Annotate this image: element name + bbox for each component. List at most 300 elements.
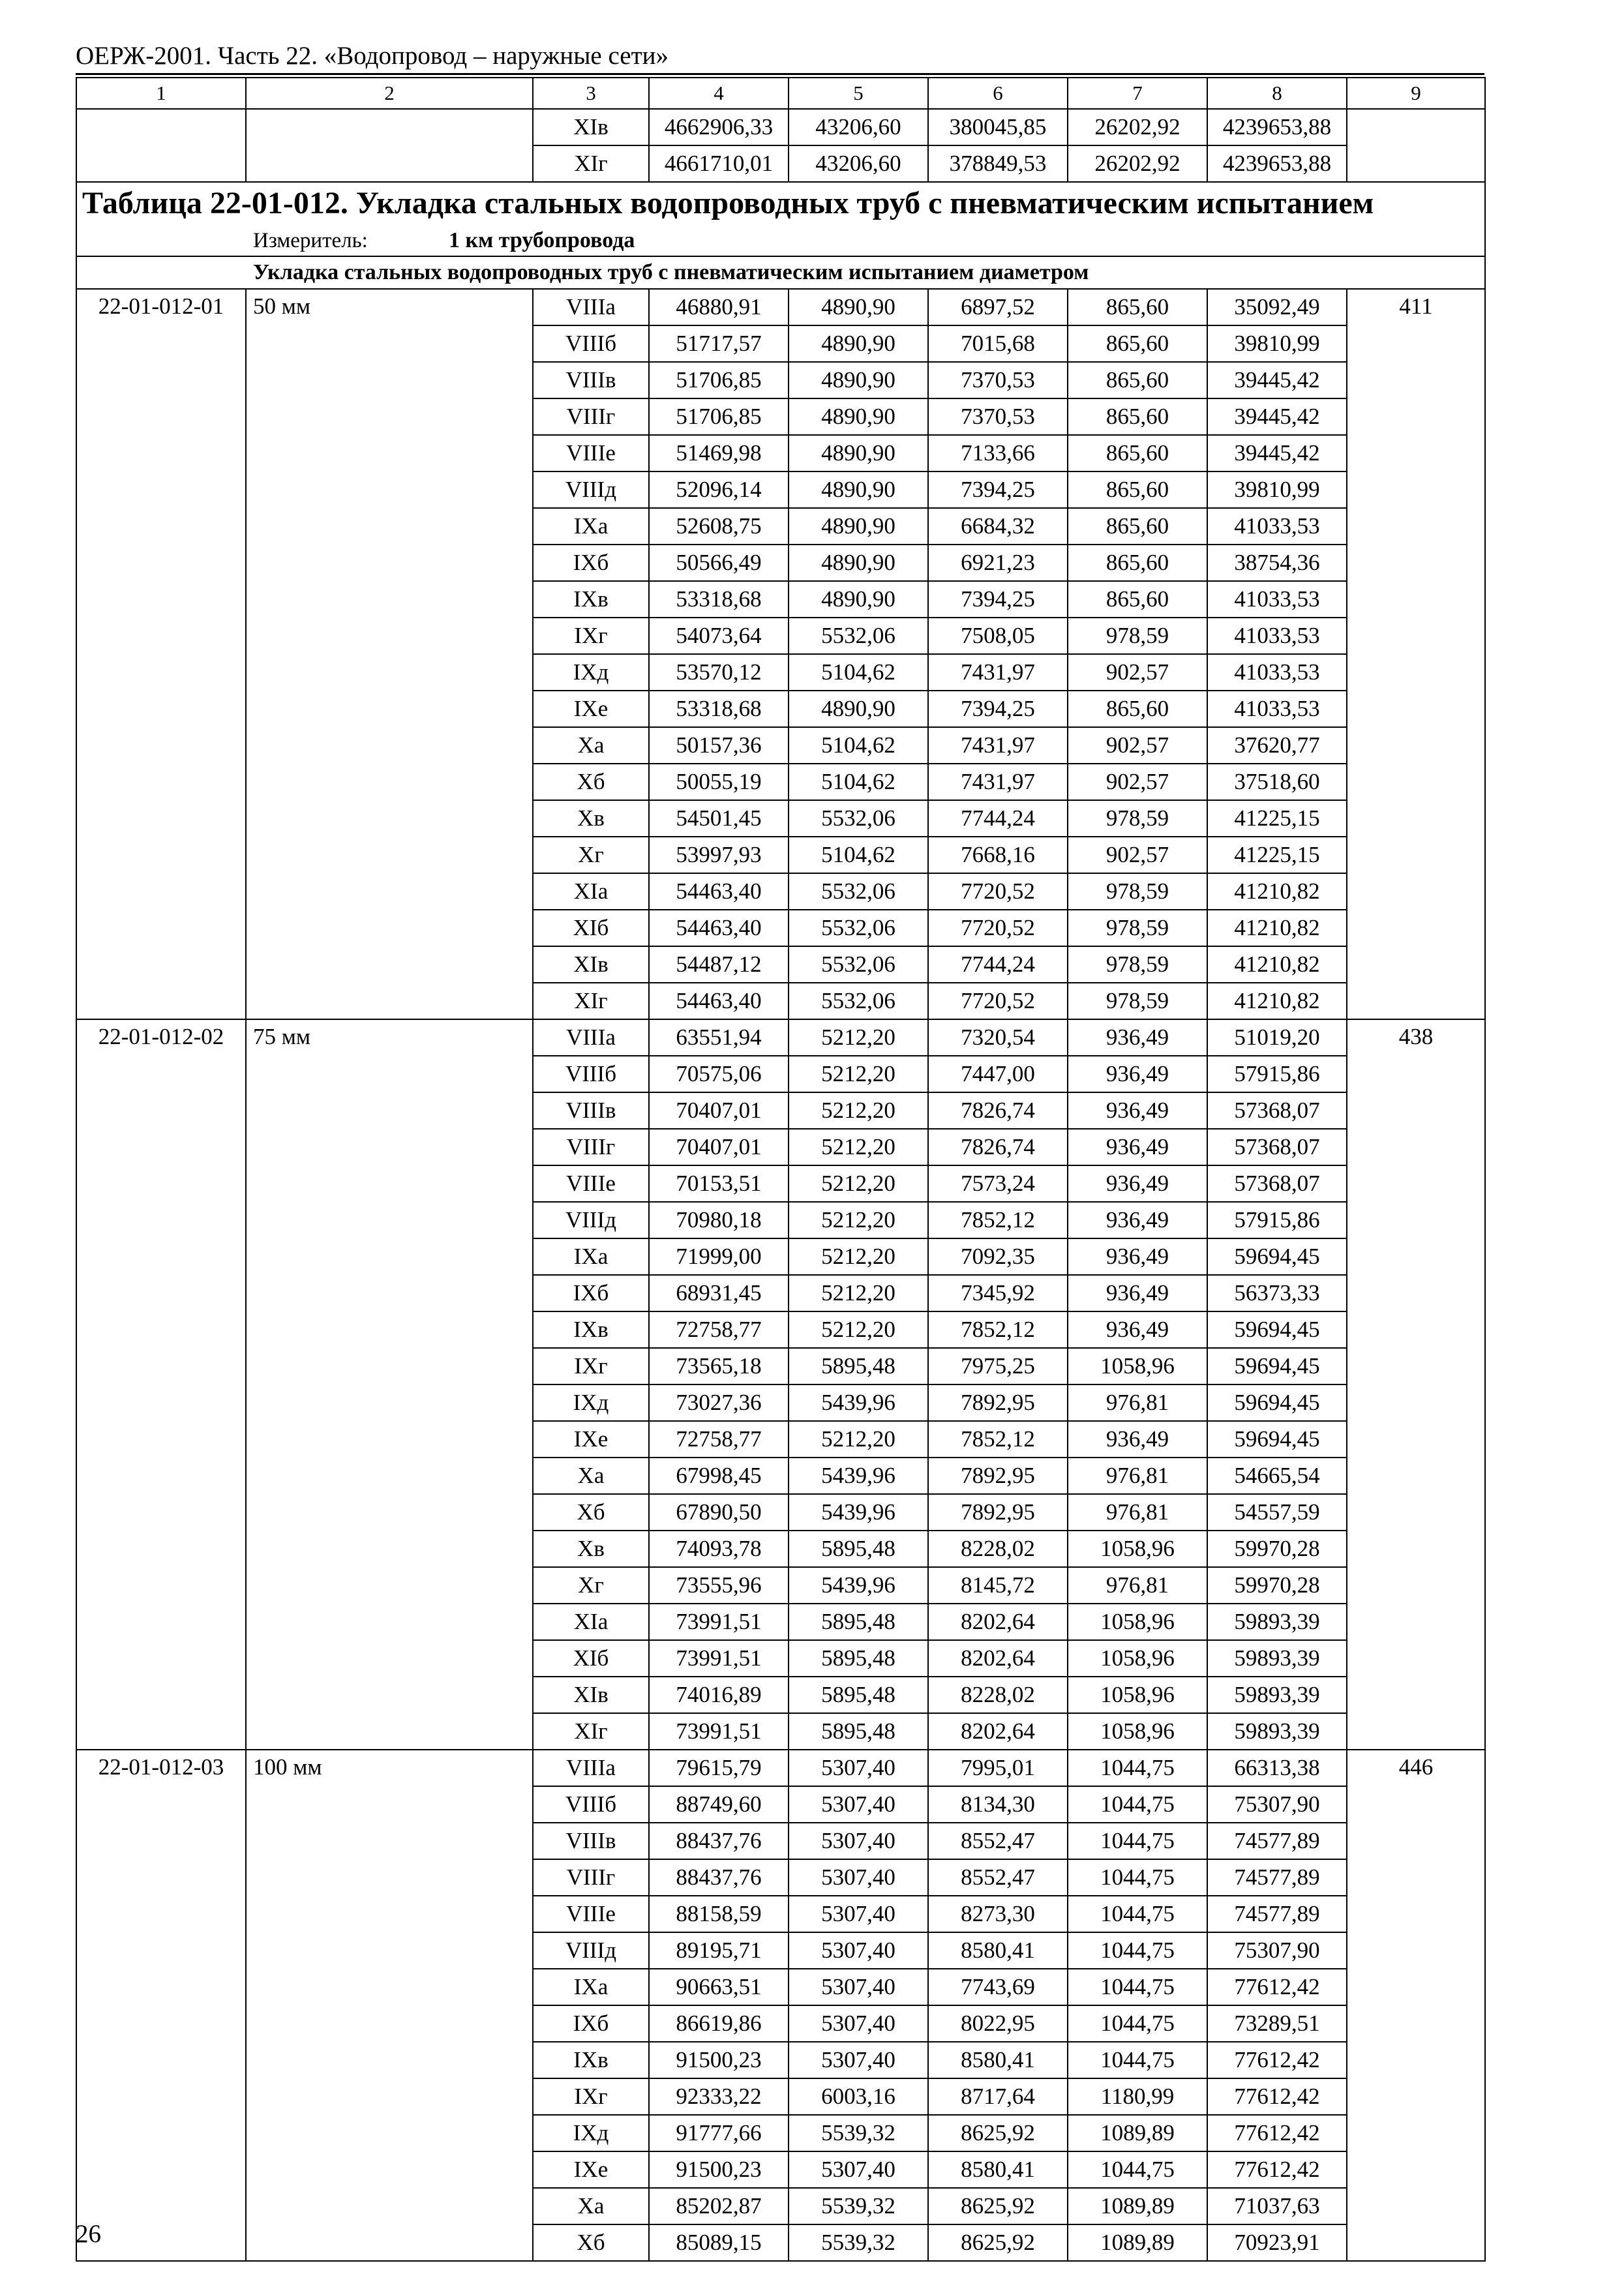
zone-cell: IXг xyxy=(533,618,649,654)
labor-cell xyxy=(1347,109,1485,182)
pipe-diameter-cell: 75 мм xyxy=(246,1019,533,1750)
machinist-wages-cell: 976,81 xyxy=(1068,1494,1207,1531)
zone-cell: VIIIе xyxy=(533,1896,649,1932)
total-cost-cell: 54463,40 xyxy=(649,910,789,946)
machinist-wages-cell: 936,49 xyxy=(1068,1238,1207,1275)
machinist-wages-cell: 978,59 xyxy=(1068,618,1207,654)
zone-cell: VIIIг xyxy=(533,1859,649,1896)
machines-cell: 7015,68 xyxy=(928,325,1068,362)
wages-cell: 5532,06 xyxy=(789,800,928,837)
machinist-wages-cell: 1058,96 xyxy=(1068,1348,1207,1384)
machinist-wages-cell: 1058,96 xyxy=(1068,1677,1207,1713)
machines-cell: 7394,25 xyxy=(928,691,1068,727)
total-cost-cell: 53318,68 xyxy=(649,691,789,727)
materials-cell: 77612,42 xyxy=(1207,2042,1347,2078)
machinist-wages-cell: 1089,89 xyxy=(1068,2115,1207,2151)
machines-cell: 7892,95 xyxy=(928,1494,1068,1531)
wages-cell: 5439,96 xyxy=(789,1458,928,1494)
machinist-wages-cell: 865,60 xyxy=(1068,289,1207,325)
zone-cell: XIг xyxy=(533,145,649,182)
wages-cell: 4890,90 xyxy=(789,362,928,398)
machinist-wages-cell: 978,59 xyxy=(1068,873,1207,910)
labor-cell: 446 xyxy=(1347,1750,1485,2261)
machinist-wages-cell: 978,59 xyxy=(1068,946,1207,983)
machines-cell: 8552,47 xyxy=(928,1823,1068,1859)
materials-cell: 41210,82 xyxy=(1207,910,1347,946)
materials-cell: 74577,89 xyxy=(1207,1823,1347,1859)
materials-cell: 37620,77 xyxy=(1207,727,1347,764)
zone-cell: IXе xyxy=(533,691,649,727)
zone-cell: XIб xyxy=(533,1640,649,1677)
wages-cell: 5104,62 xyxy=(789,727,928,764)
machines-cell: 7394,25 xyxy=(928,581,1068,618)
wages-cell: 5212,20 xyxy=(789,1019,928,1056)
zone-cell: XIг xyxy=(533,983,649,1019)
materials-cell: 59970,28 xyxy=(1207,1567,1347,1604)
wages-cell: 5307,40 xyxy=(789,2151,928,2188)
zone-cell: IXе xyxy=(533,2151,649,2188)
zone-cell: Xб xyxy=(533,1494,649,1531)
materials-cell: 4239653,88 xyxy=(1207,109,1347,145)
machines-cell: 7431,97 xyxy=(928,764,1068,800)
zone-cell: VIIIб xyxy=(533,325,649,362)
unit-label: Измеритель: xyxy=(253,228,368,252)
wages-cell: 5532,06 xyxy=(789,618,928,654)
table-row xyxy=(76,289,1485,325)
zone-cell: XIв xyxy=(533,109,649,145)
zone-cell: Xв xyxy=(533,1531,649,1567)
materials-cell: 41210,82 xyxy=(1207,946,1347,983)
column-number: 7 xyxy=(1068,78,1207,109)
zone-cell: VIIIе xyxy=(533,435,649,471)
machinist-wages-cell: 1044,75 xyxy=(1068,1750,1207,1786)
total-cost-cell: 50566,49 xyxy=(649,545,789,581)
wages-cell: 5212,20 xyxy=(789,1092,928,1129)
total-cost-cell: 54073,64 xyxy=(649,618,789,654)
materials-cell: 75307,90 xyxy=(1207,1786,1347,1823)
materials-cell: 59694,45 xyxy=(1207,1421,1347,1458)
total-cost-cell: 70575,06 xyxy=(649,1056,789,1092)
total-cost-cell: 46880,91 xyxy=(649,289,789,325)
total-cost-cell: 88437,76 xyxy=(649,1859,789,1896)
total-cost-cell: 72758,77 xyxy=(649,1421,789,1458)
machines-cell: 7431,97 xyxy=(928,727,1068,764)
materials-cell: 39810,99 xyxy=(1207,471,1347,508)
zone-cell: VIIIа xyxy=(533,1750,649,1786)
total-cost-cell: 73027,36 xyxy=(649,1384,789,1421)
wages-cell: 5532,06 xyxy=(789,873,928,910)
materials-cell: 77612,42 xyxy=(1207,1969,1347,2005)
wages-cell: 5539,32 xyxy=(789,2115,928,2151)
materials-cell: 41225,15 xyxy=(1207,800,1347,837)
machines-cell: 7508,05 xyxy=(928,618,1068,654)
materials-cell: 41210,82 xyxy=(1207,873,1347,910)
total-cost-cell: 54487,12 xyxy=(649,946,789,983)
zone-cell: VIIIд xyxy=(533,1932,649,1969)
materials-cell: 39445,42 xyxy=(1207,398,1347,435)
total-cost-cell: 86619,86 xyxy=(649,2005,789,2042)
machines-cell: 7852,12 xyxy=(928,1311,1068,1348)
materials-cell: 71037,63 xyxy=(1207,2188,1347,2224)
materials-cell: 57915,86 xyxy=(1207,1056,1347,1092)
zone-cell: IXв xyxy=(533,581,649,618)
wages-cell: 5212,20 xyxy=(789,1165,928,1202)
zone-cell: Xг xyxy=(533,1567,649,1604)
column-number: 9 xyxy=(1347,78,1485,109)
table-title: Таблица 22-01-012. Укладка стальных водопроводных труб с пневматическим испытанием xyxy=(76,182,1485,224)
wages-cell: 5895,48 xyxy=(789,1713,928,1750)
total-cost-cell: 71999,00 xyxy=(649,1238,789,1275)
zone-cell: XIг xyxy=(533,1713,649,1750)
total-cost-cell: 68931,45 xyxy=(649,1275,789,1311)
machinist-wages-cell: 1058,96 xyxy=(1068,1604,1207,1640)
materials-cell: 37518,60 xyxy=(1207,764,1347,800)
total-cost-cell: 73565,18 xyxy=(649,1348,789,1384)
total-cost-cell: 73991,51 xyxy=(649,1640,789,1677)
machinist-wages-cell: 1044,75 xyxy=(1068,1786,1207,1823)
zone-cell: VIIIб xyxy=(533,1786,649,1823)
wages-cell: 5439,96 xyxy=(789,1567,928,1604)
materials-cell: 39445,42 xyxy=(1207,362,1347,398)
total-cost-cell: 92333,22 xyxy=(649,2078,789,2115)
machines-cell: 7826,74 xyxy=(928,1092,1068,1129)
materials-cell: 56373,33 xyxy=(1207,1275,1347,1311)
wages-cell: 5212,20 xyxy=(789,1275,928,1311)
machines-cell: 7975,25 xyxy=(928,1348,1068,1384)
total-cost-cell: 4661710,01 xyxy=(649,145,789,182)
total-cost-cell: 74093,78 xyxy=(649,1531,789,1567)
zone-cell: Xб xyxy=(533,764,649,800)
total-cost-cell: 91500,23 xyxy=(649,2042,789,2078)
wages-cell: 4890,90 xyxy=(789,508,928,545)
machines-cell: 7447,00 xyxy=(928,1056,1068,1092)
zone-cell: IXг xyxy=(533,1348,649,1384)
total-cost-cell: 50157,36 xyxy=(649,727,789,764)
machinist-wages-cell: 26202,92 xyxy=(1068,109,1207,145)
total-cost-cell: 4662906,33 xyxy=(649,109,789,145)
total-cost-cell: 79615,79 xyxy=(649,1750,789,1786)
total-cost-cell: 51706,85 xyxy=(649,398,789,435)
materials-cell: 77612,42 xyxy=(1207,2115,1347,2151)
wages-cell: 5307,40 xyxy=(789,1969,928,2005)
machines-cell: 7892,95 xyxy=(928,1458,1068,1494)
total-cost-cell: 70153,51 xyxy=(649,1165,789,1202)
total-cost-cell: 73555,96 xyxy=(649,1567,789,1604)
rate-code-cell: 22-01-012-01 xyxy=(76,289,246,1019)
zone-cell: IXе xyxy=(533,1421,649,1458)
total-cost-cell: 67890,50 xyxy=(649,1494,789,1531)
materials-cell: 59893,39 xyxy=(1207,1640,1347,1677)
wages-cell: 5539,32 xyxy=(789,2224,928,2261)
zone-cell: Xг xyxy=(533,837,649,873)
machinist-wages-cell: 902,57 xyxy=(1068,654,1207,691)
machinist-wages-cell: 1044,75 xyxy=(1068,1896,1207,1932)
materials-cell: 59893,39 xyxy=(1207,1604,1347,1640)
zone-cell: VIIIе xyxy=(533,1165,649,1202)
machinist-wages-cell: 978,59 xyxy=(1068,800,1207,837)
machinist-wages-cell: 978,59 xyxy=(1068,983,1207,1019)
machinist-wages-cell: 865,60 xyxy=(1068,398,1207,435)
column-number: 6 xyxy=(928,78,1068,109)
machines-cell: 7852,12 xyxy=(928,1202,1068,1238)
column-number: 4 xyxy=(649,78,789,109)
zone-cell: VIIIг xyxy=(533,1129,649,1165)
machines-cell: 7092,35 xyxy=(928,1238,1068,1275)
wages-cell: 5439,96 xyxy=(789,1384,928,1421)
total-cost-cell: 91777,66 xyxy=(649,2115,789,2151)
rate-code-cell: 22-01-012-03 xyxy=(76,1750,246,2261)
machinist-wages-cell: 936,49 xyxy=(1068,1019,1207,1056)
wages-cell: 5307,40 xyxy=(789,1823,928,1859)
wages-cell: 5212,20 xyxy=(789,1421,928,1458)
header-rule xyxy=(76,73,1484,75)
machinist-wages-cell: 865,60 xyxy=(1068,435,1207,471)
wages-cell: 5307,40 xyxy=(789,1896,928,1932)
wages-cell: 5104,62 xyxy=(789,764,928,800)
page-header: ОЕРЖ-2001. Часть 22. «Водопровод – наружные сети» xyxy=(76,42,669,70)
machines-cell: 7720,52 xyxy=(928,910,1068,946)
wages-cell: 5307,40 xyxy=(789,2005,928,2042)
wages-cell: 5212,20 xyxy=(789,1056,928,1092)
table-row xyxy=(76,1750,1485,1786)
column-number: 5 xyxy=(789,78,928,109)
materials-cell: 59893,39 xyxy=(1207,1713,1347,1750)
machinist-wages-cell: 865,60 xyxy=(1068,325,1207,362)
table-body xyxy=(76,78,1485,2261)
rate-code-cell: 22-01-012-02 xyxy=(76,1019,246,1750)
machinist-wages-cell: 1058,96 xyxy=(1068,1640,1207,1677)
column-number: 3 xyxy=(533,78,649,109)
total-cost-cell: 63551,94 xyxy=(649,1019,789,1056)
wages-cell: 4890,90 xyxy=(789,325,928,362)
wages-cell: 4890,90 xyxy=(789,398,928,435)
wages-cell: 5307,40 xyxy=(789,2042,928,2078)
wages-cell: 4890,90 xyxy=(789,289,928,325)
wages-cell: 5532,06 xyxy=(789,946,928,983)
zone-cell: VIIIа xyxy=(533,1019,649,1056)
wages-cell: 5104,62 xyxy=(789,837,928,873)
machinist-wages-cell: 902,57 xyxy=(1068,727,1207,764)
machinist-wages-cell: 1044,75 xyxy=(1068,1932,1207,1969)
total-cost-cell: 54463,40 xyxy=(649,873,789,910)
materials-cell: 59694,45 xyxy=(1207,1238,1347,1275)
zone-cell: VIIIв xyxy=(533,1092,649,1129)
description-cell xyxy=(246,109,533,182)
machinist-wages-cell: 976,81 xyxy=(1068,1384,1207,1421)
zone-cell: IXб xyxy=(533,545,649,581)
materials-cell: 35092,49 xyxy=(1207,289,1347,325)
machines-cell: 8580,41 xyxy=(928,1932,1068,1969)
zone-cell: XIв xyxy=(533,1677,649,1713)
machines-cell: 7320,54 xyxy=(928,1019,1068,1056)
machinist-wages-cell: 1044,75 xyxy=(1068,1969,1207,2005)
machines-cell: 8202,64 xyxy=(928,1604,1068,1640)
zone-cell: IXб xyxy=(533,2005,649,2042)
total-cost-cell: 50055,19 xyxy=(649,764,789,800)
zone-cell: IXг xyxy=(533,2078,649,2115)
total-cost-cell: 54501,45 xyxy=(649,800,789,837)
wages-cell: 5895,48 xyxy=(789,1677,928,1713)
total-cost-cell: 89195,71 xyxy=(649,1932,789,1969)
machinist-wages-cell: 1180,99 xyxy=(1068,2078,1207,2115)
machinist-wages-cell: 1044,75 xyxy=(1068,2042,1207,2078)
materials-cell: 57368,07 xyxy=(1207,1092,1347,1129)
total-cost-cell: 91500,23 xyxy=(649,2151,789,2188)
machines-cell: 8552,47 xyxy=(928,1859,1068,1896)
machines-cell: 6684,32 xyxy=(928,508,1068,545)
machinist-wages-cell: 1089,89 xyxy=(1068,2188,1207,2224)
machines-cell: 7852,12 xyxy=(928,1421,1068,1458)
unit-value: 1 км трубопровода xyxy=(449,228,635,252)
machines-cell: 8228,02 xyxy=(928,1531,1068,1567)
materials-cell: 59694,45 xyxy=(1207,1384,1347,1421)
total-cost-cell: 51706,85 xyxy=(649,362,789,398)
zone-cell: IXд xyxy=(533,1384,649,1421)
total-cost-cell: 74016,89 xyxy=(649,1677,789,1713)
section-row xyxy=(76,256,1485,289)
machines-cell: 8625,92 xyxy=(928,2224,1068,2261)
zone-cell: XIб xyxy=(533,910,649,946)
machinist-wages-cell: 936,49 xyxy=(1068,1421,1207,1458)
zone-cell: IXа xyxy=(533,508,649,545)
materials-cell: 57915,86 xyxy=(1207,1202,1347,1238)
machinist-wages-cell: 976,81 xyxy=(1068,1567,1207,1604)
machines-cell: 8580,41 xyxy=(928,2151,1068,2188)
total-cost-cell: 53318,68 xyxy=(649,581,789,618)
zone-cell: XIа xyxy=(533,873,649,910)
column-number: 2 xyxy=(246,78,533,109)
total-cost-cell: 85089,15 xyxy=(649,2224,789,2261)
rates-table xyxy=(76,77,1486,2262)
machinist-wages-cell: 976,81 xyxy=(1068,1458,1207,1494)
materials-cell: 59970,28 xyxy=(1207,1531,1347,1567)
wages-cell: 5212,20 xyxy=(789,1238,928,1275)
wages-cell: 5307,40 xyxy=(789,1932,928,1969)
machines-cell: 7573,24 xyxy=(928,1165,1068,1202)
machines-cell: 8202,64 xyxy=(928,1640,1068,1677)
total-cost-cell: 70980,18 xyxy=(649,1202,789,1238)
machinist-wages-cell: 1044,75 xyxy=(1068,2005,1207,2042)
machinist-wages-cell: 902,57 xyxy=(1068,837,1207,873)
zone-cell: XIа xyxy=(533,1604,649,1640)
machinist-wages-cell: 865,60 xyxy=(1068,508,1207,545)
total-cost-cell: 73991,51 xyxy=(649,1713,789,1750)
table-title-row xyxy=(76,182,1485,224)
machines-cell: 8625,92 xyxy=(928,2188,1068,2224)
total-cost-cell: 88437,76 xyxy=(649,1823,789,1859)
total-cost-cell: 52608,75 xyxy=(649,508,789,545)
machines-cell: 6897,52 xyxy=(928,289,1068,325)
zone-cell: IXд xyxy=(533,2115,649,2151)
column-number-row xyxy=(76,78,1485,109)
zone-cell: Xа xyxy=(533,1458,649,1494)
materials-cell: 41033,53 xyxy=(1207,618,1347,654)
wages-cell: 43206,60 xyxy=(789,109,928,145)
machinist-wages-cell: 936,49 xyxy=(1068,1311,1207,1348)
materials-cell: 41033,53 xyxy=(1207,581,1347,618)
total-cost-cell: 51469,98 xyxy=(649,435,789,471)
machinist-wages-cell: 865,60 xyxy=(1068,691,1207,727)
machinist-wages-cell: 902,57 xyxy=(1068,764,1207,800)
pipe-diameter-cell: 100 мм xyxy=(246,1750,533,2261)
unit-row xyxy=(76,224,1485,256)
materials-cell: 41033,53 xyxy=(1207,691,1347,727)
total-cost-cell: 53997,93 xyxy=(649,837,789,873)
materials-cell: 59694,45 xyxy=(1207,1311,1347,1348)
zone-cell: IXб xyxy=(533,1275,649,1311)
machines-cell: 8202,64 xyxy=(928,1713,1068,1750)
materials-cell: 41225,15 xyxy=(1207,837,1347,873)
wages-cell: 5895,48 xyxy=(789,1531,928,1567)
machines-cell: 7826,74 xyxy=(928,1129,1068,1165)
materials-cell: 59893,39 xyxy=(1207,1677,1347,1713)
code-cell xyxy=(76,109,246,182)
zone-cell: XIв xyxy=(533,946,649,983)
wages-cell: 43206,60 xyxy=(789,145,928,182)
materials-cell: 4239653,88 xyxy=(1207,145,1347,182)
machines-cell: 7995,01 xyxy=(928,1750,1068,1786)
wages-cell: 5307,40 xyxy=(789,1786,928,1823)
machines-cell: 7394,25 xyxy=(928,471,1068,508)
wages-cell: 5895,48 xyxy=(789,1348,928,1384)
machines-cell: 8228,02 xyxy=(928,1677,1068,1713)
total-cost-cell: 51717,57 xyxy=(649,325,789,362)
materials-cell: 70923,91 xyxy=(1207,2224,1347,2261)
wages-cell: 5307,40 xyxy=(789,1859,928,1896)
materials-cell: 75307,90 xyxy=(1207,1932,1347,1969)
materials-cell: 77612,42 xyxy=(1207,2151,1347,2188)
machinist-wages-cell: 1058,96 xyxy=(1068,1713,1207,1750)
wages-cell: 6003,16 xyxy=(789,2078,928,2115)
machinist-wages-cell: 865,60 xyxy=(1068,545,1207,581)
wages-cell: 5532,06 xyxy=(789,910,928,946)
materials-cell: 54557,59 xyxy=(1207,1494,1347,1531)
machines-cell: 8273,30 xyxy=(928,1896,1068,1932)
wages-cell: 5212,20 xyxy=(789,1129,928,1165)
table-row xyxy=(76,109,1485,145)
materials-cell: 77612,42 xyxy=(1207,2078,1347,2115)
materials-cell: 41210,82 xyxy=(1207,983,1347,1019)
materials-cell: 66313,38 xyxy=(1207,1750,1347,1786)
wages-cell: 4890,90 xyxy=(789,435,928,471)
materials-cell: 57368,07 xyxy=(1207,1129,1347,1165)
wages-cell: 5895,48 xyxy=(789,1604,928,1640)
total-cost-cell: 54463,40 xyxy=(649,983,789,1019)
total-cost-cell: 67998,45 xyxy=(649,1458,789,1494)
materials-cell: 73289,51 xyxy=(1207,2005,1347,2042)
zone-cell: VIIIв xyxy=(533,1823,649,1859)
column-number: 1 xyxy=(76,78,246,109)
zone-cell: IXа xyxy=(533,1238,649,1275)
pipe-diameter-cell: 50 мм xyxy=(246,289,533,1019)
machines-cell: 6921,23 xyxy=(928,545,1068,581)
total-cost-cell: 88158,59 xyxy=(649,1896,789,1932)
wages-cell: 5895,48 xyxy=(789,1640,928,1677)
page-number: 26 xyxy=(76,2220,101,2248)
machines-cell: 8625,92 xyxy=(928,2115,1068,2151)
materials-cell: 41033,53 xyxy=(1207,508,1347,545)
machines-cell: 7744,24 xyxy=(928,946,1068,983)
total-cost-cell: 85202,87 xyxy=(649,2188,789,2224)
zone-cell: Xб xyxy=(533,2224,649,2261)
machinist-wages-cell: 26202,92 xyxy=(1068,145,1207,182)
zone-cell: Xа xyxy=(533,2188,649,2224)
wages-cell: 5307,40 xyxy=(789,1750,928,1786)
machines-cell: 7668,16 xyxy=(928,837,1068,873)
materials-cell: 39810,99 xyxy=(1207,325,1347,362)
total-cost-cell: 90663,51 xyxy=(649,1969,789,2005)
machines-cell: 8580,41 xyxy=(928,2042,1068,2078)
